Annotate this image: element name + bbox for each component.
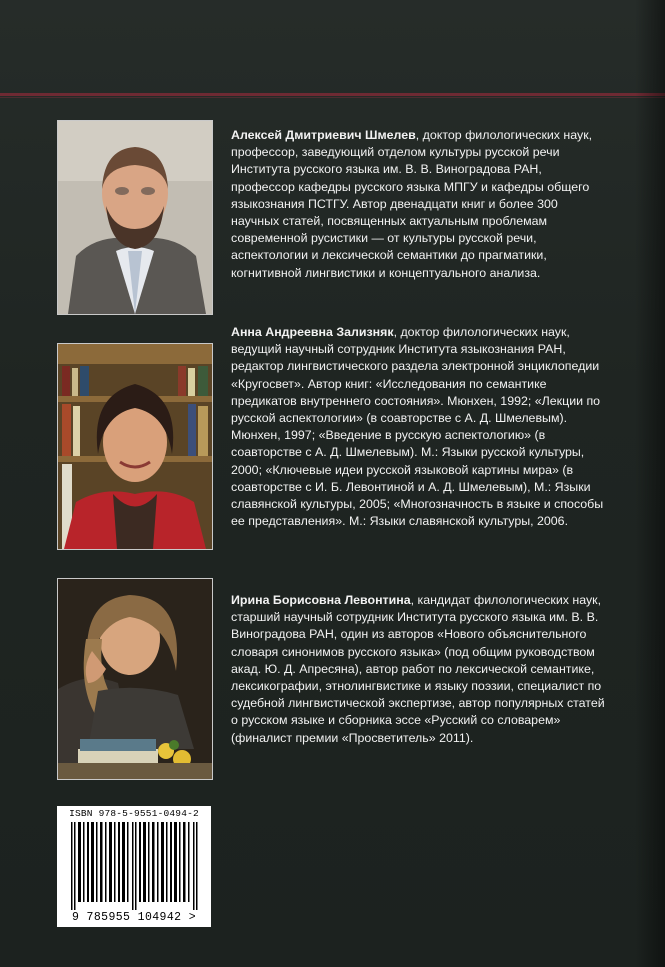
- author-bio-text: , кандидат филологических наук, старший научный сотрудник Института русского языка им. В. В. Виноградова РАН, один из авторов «Нового объяснительного словаря синонимов русского языка» (под общим руководством акад. Ю. Д. Апресяна), автор работ по лексической семантике, лексикографии, этнолингвистике и языку поэзии, специалист по судебной лингвистической экспертизе, автор популярных статей о русском языке и сборника эссе «Русский со словарем» (финалист премии «Просветитель» 2011).: [231, 593, 605, 745]
- decorative-stripe-thin: [0, 97, 665, 98]
- author-bio-levontina: [231, 592, 606, 747]
- author-bio-zaliznyak: [231, 324, 606, 530]
- barcode-icon: [65, 822, 205, 910]
- author-bio-shmelev: [231, 127, 606, 282]
- author-photo-zaliznyak: [57, 343, 213, 550]
- author-bio-text: , доктор филологических наук, ведущий научный сотрудник Института языкознания РАН, редактор лингвистического раздела электронной энциклопедии «Кругосвет». Автор книг: «Исследования по семантике предикатов внутреннего состояния». Мюнхен, 1992; «Лекции по русской аспектологии» (в соавторстве с А. Д. Шмелевым). Мюнхен, 1997; «Введение в русскую аспектологию» (в соавторстве с А. Д. Шмелевым). М.: Языки русской культуры, 2000; «Ключевые идеи русской языковой картины мира» (в соавторстве с И. Б. Левонтиной и А. Д. Шмелевым), М.: Языки славянской культуры, 2005; «Многозначность в языке и способы ее представления». М.: Языки славянской культуры, 2006.: [231, 325, 604, 529]
- isbn-text: ISBN 978-5-9551-0494-2: [69, 808, 199, 819]
- author-photo-levontina: [57, 578, 213, 780]
- author-name: Алексей Дмитриевич Шмелев: [231, 128, 416, 142]
- author-photo-shmelev: [57, 120, 213, 315]
- author-bio-text: , доктор филологических наук, профессор, заведующий отделом культуры русской речи Института русского языка им. В. В. Виноградова РАН, профессор кафедры русского языка МПГУ и кафедры общего языкознания ПСТГУ. Автор двенадцати книг и более 300 научных статей, посвященных актуальным проблемам современной русистики — от культуры русской речи, аспектологии и лексической семантики до прагматики, когнитивной лингвистики и концептуального анализа.: [231, 128, 593, 280]
- decorative-stripe: [0, 93, 665, 96]
- barcode-digits: 9 785955 104942 >: [71, 911, 197, 924]
- author-name: Ирина Борисовна Левонтина: [231, 593, 411, 607]
- author-name: Анна Андреевна Зализняк: [231, 325, 394, 339]
- isbn-barcode: [57, 806, 211, 927]
